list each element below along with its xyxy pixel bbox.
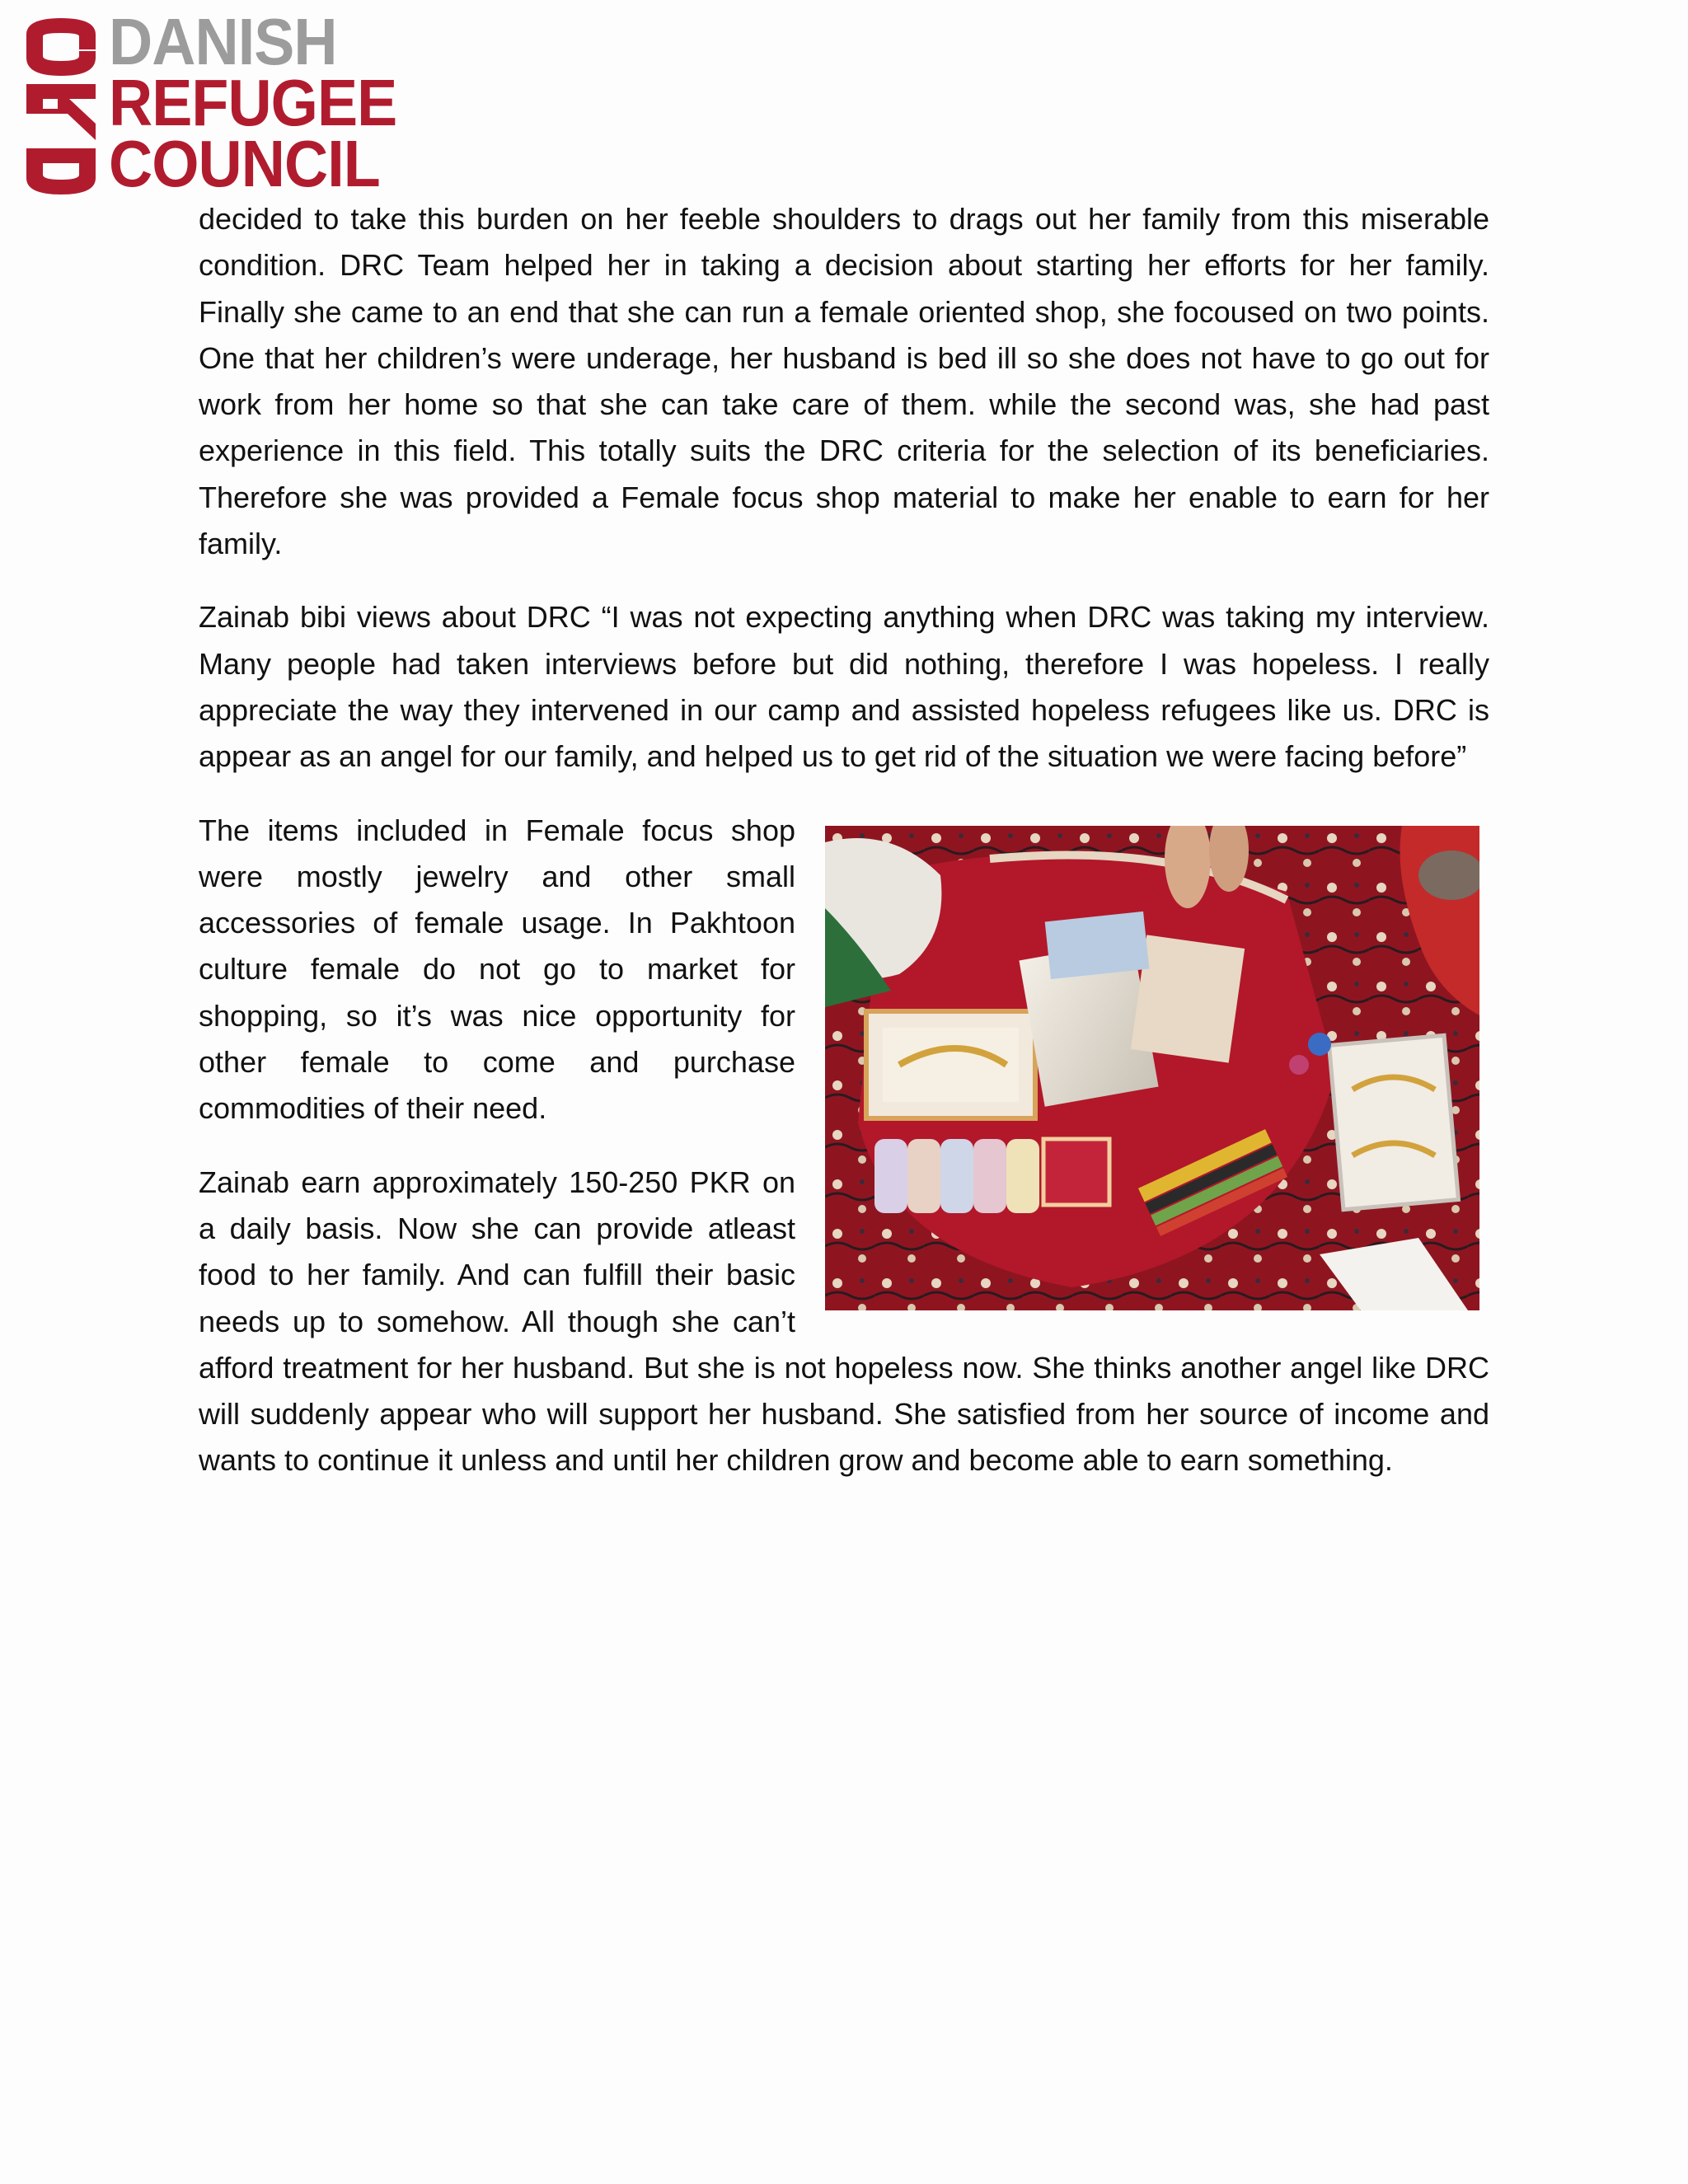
logo-line-council: COUNCIL [109, 127, 380, 200]
shop-items-photo [825, 826, 1479, 1310]
drc-logo-mark-icon [20, 16, 102, 196]
article-body [199, 196, 1489, 1511]
logo-line-refugee: REFUGEE [109, 66, 397, 139]
logo-wordmark [109, 5, 397, 200]
photo-shop-items-icon [825, 826, 1479, 1310]
paragraph-1: decided to take this burden on her feeble shoulders to drags out her family from this miserable condition. DRC Team helped her in taking a decision about starting her efforts for her family. Finally she came to an end that she can run a female oriented shop, she focoused on two points. One that her children’s were underage, her husband is bed ill so she does not have to go out for work from her home so that she can take care of them. while the second was, she had past experience in this field. This totally suits the DRC criteria for the selection of its beneficiaries. Therefore she was provided a Female focus shop material to make her enable to earn for her family. [199, 202, 1489, 561]
paragraph-3: The items included in Female focus shop were mostly jewelry and other small accessories of female usage. In Pakhtoon culture female do not go to market for shopping, so it’s was nice opportunity for other female to come and purchase commodities of their need. [199, 813, 795, 1126]
paragraph-2: Zainab bibi views about DRC “I was not expecting anything when DRC was taking my interview. Many people had taken interviews before but did nothing, therefore I was hopeless. I really appreciate the way they intervened in our camp and assisted hopeless refugees like us. DRC is appear as an angel for our family, and helped us to get rid of the situation we were facing before” [199, 600, 1489, 774]
logo-line-danish: DANISH [109, 5, 337, 78]
drc-logo [20, 5, 399, 200]
paragraph-4: Zainab earn approximately 150-250 PKR on a daily basis. Now she can provide atleast food to her family. And can fulfill their basic needs up to somehow. All though she can’t afford treatment for her husband. But she is not hopeless now. She thinks another angel like DRC will suddenly appear who will support her husband. She satisfied from her source of income and wants to continue it unless and until her children grow and become able to earn something. [199, 1165, 1489, 1478]
